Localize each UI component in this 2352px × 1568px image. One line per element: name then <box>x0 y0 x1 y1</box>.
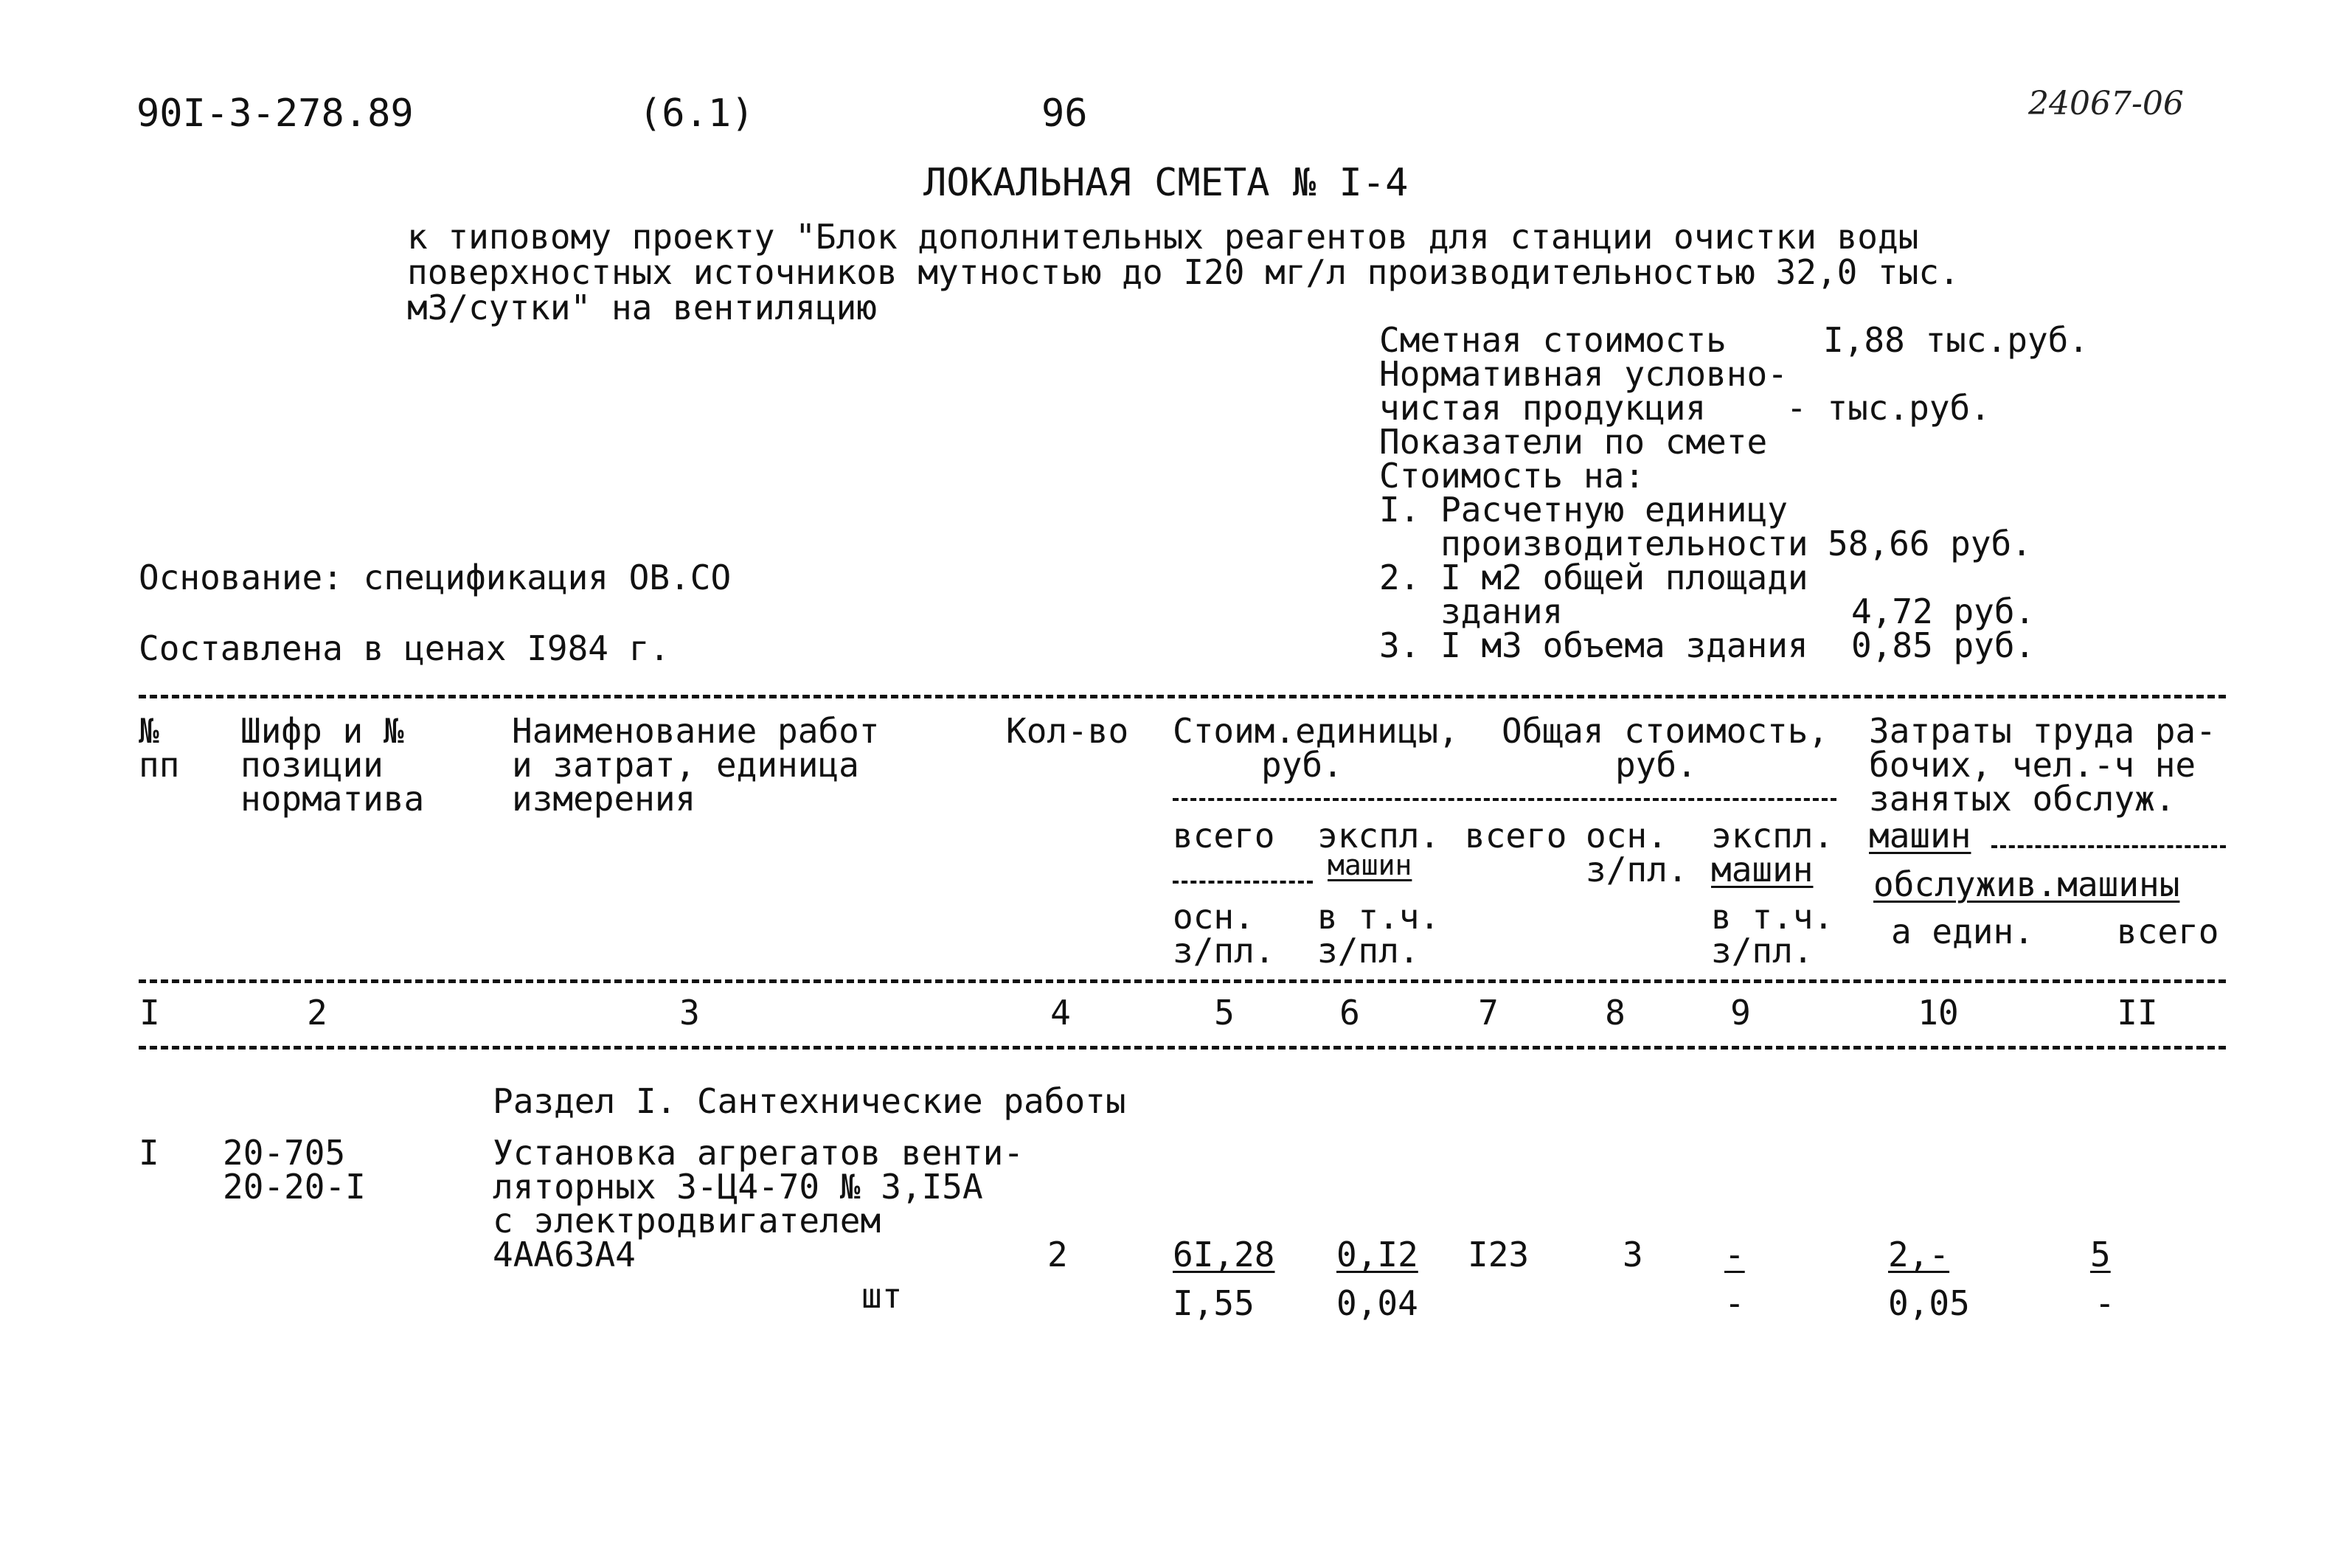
header-c8: осн. <box>1586 816 1668 856</box>
column-number: 3 <box>679 993 700 1033</box>
row-number: I <box>139 1133 159 1173</box>
header-c5-bottom: з/пл. <box>1173 931 1275 971</box>
column-number: 2 <box>307 993 327 1033</box>
column-number: 9 <box>1730 993 1751 1033</box>
subject-line-2: поверхностных источников мутностью до I20 мг/л производительностью 32,0 тыс. <box>407 252 1960 292</box>
header-total-cost: руб. <box>1615 745 1697 785</box>
header-c9-bottom: з/пл. <box>1711 931 1814 971</box>
subject-line-3: м3/сутки" на вентиляцию <box>407 288 877 327</box>
summary-label: Сметная стоимость <box>1379 320 1727 360</box>
row-name: 4АА63А4 <box>493 1235 636 1274</box>
header-c6-bottom: в т.ч. <box>1317 897 1440 937</box>
header-labor-service: обслужив.машины <box>1873 864 2180 904</box>
summary-value: 0,85 руб. <box>1851 625 2036 665</box>
summary-value: 4,72 руб. <box>1851 592 2036 631</box>
section-code: (6.1) <box>639 91 754 136</box>
header-subrule <box>1173 798 1836 801</box>
basis-line: Основание: спецификация ОВ.СО <box>139 558 732 597</box>
row-name: с электродвигателем <box>493 1201 881 1241</box>
summary-value: 58,66 руб. <box>1828 524 2032 563</box>
prices-line: Составлена в ценах I984 г. <box>139 628 670 668</box>
row-total: I23 <box>1468 1235 1530 1274</box>
row-name: Установка агрегатов венти- <box>493 1133 1024 1173</box>
header-c5-top: всего <box>1173 816 1275 856</box>
summary-label: Показатели по смете <box>1379 422 1768 462</box>
summary-label: 2. I м2 общей площади <box>1379 558 1808 597</box>
header-labor: Затраты труда ра- <box>1869 711 2216 751</box>
header-c9-bottom: в т.ч. <box>1711 897 1834 937</box>
section-title: Раздел I. Сантехнические работы <box>493 1081 1126 1121</box>
summary-value: I,88 тыс.руб. <box>1823 320 2089 360</box>
header-c6-bottom: з/пл. <box>1317 931 1420 971</box>
summary-label: чистая продукция <box>1379 388 1707 428</box>
column-number: 7 <box>1478 993 1499 1033</box>
row-unit-base-wage: I,55 <box>1173 1283 1255 1323</box>
header-code: норматива <box>240 779 425 819</box>
header-num: № <box>139 711 159 751</box>
archive-number: 24067-06 <box>2028 85 2184 122</box>
column-number: I <box>139 993 160 1033</box>
header-c7: всего <box>1465 816 1567 856</box>
header-c11: всего <box>2117 912 2219 951</box>
header-unit-cost: Стоим.единицы, <box>1173 711 1459 751</box>
doc-code: 90I-3-278.89 <box>136 91 414 136</box>
column-numbers-top-rule <box>139 979 2226 983</box>
column-number: 4 <box>1050 993 1071 1033</box>
header-c8: з/пл. <box>1586 850 1688 889</box>
column-number: 5 <box>1214 993 1235 1033</box>
header-c6-top: машин <box>1328 849 1412 881</box>
summary-label: производительности <box>1379 524 1808 563</box>
column-number: 10 <box>1918 993 1959 1033</box>
column-number: II <box>2117 993 2158 1033</box>
header-qty: Кол-во <box>1006 711 1129 751</box>
row-labor-total: 5 <box>2090 1235 2111 1274</box>
header-c6-top: экспл. <box>1317 816 1440 856</box>
column-number: 6 <box>1339 993 1360 1033</box>
page-number: 96 <box>1041 91 1088 136</box>
summary-value: - тыс.руб. <box>1786 388 1991 428</box>
row-unit-mach-wage: 0,04 <box>1336 1283 1418 1323</box>
header-code: позиции <box>240 745 384 785</box>
summary-label: I. Расчетную единицу <box>1379 490 1788 530</box>
table-top-rule <box>139 695 2226 698</box>
header-c10: а един. <box>1891 912 2034 951</box>
row-total-mach: - <box>1724 1235 1745 1274</box>
subject-line-1: к типовому проекту "Блок дополнительных реагентов для станции очистки воды <box>407 217 1919 257</box>
summary-label: Нормативная условно- <box>1379 354 1788 394</box>
summary-label: здания <box>1379 592 1564 631</box>
row-name: ляторных З-Ц4-70 № 3,I5А <box>493 1167 983 1207</box>
header-name: измерения <box>512 779 696 819</box>
row-total-mach-wage: - <box>1724 1283 1745 1323</box>
header-labor: бочих, чел.-ч не <box>1869 745 2196 785</box>
header-unit-cost: руб. <box>1261 745 1343 785</box>
row-unit-total: 6I,28 <box>1173 1235 1275 1274</box>
column-number: 8 <box>1605 993 1626 1033</box>
row-labor-total-mach: - <box>2095 1283 2115 1323</box>
header-num: пп <box>139 745 180 785</box>
header-c9-top: экспл. <box>1711 816 1834 856</box>
row-labor-unit: 2,- <box>1888 1235 1950 1274</box>
header-total-cost: Общая стоимость, <box>1502 711 1829 751</box>
row-code: 20-20-I <box>223 1167 366 1207</box>
summary-label: 3. I м3 объема здания <box>1379 625 1808 665</box>
row-labor-unit-mach: 0,05 <box>1888 1283 1970 1323</box>
header-code: Шифр и № <box>240 711 404 751</box>
document-title: ЛОКАЛЬНАЯ СМЕТА № I-4 <box>923 161 1409 205</box>
row-qty: 2 <box>1047 1235 1068 1274</box>
header-labor-machines: машин <box>1869 816 1971 856</box>
header-name: Наименование работ <box>512 711 880 751</box>
row-unit-mach: 0,I2 <box>1336 1235 1418 1274</box>
header-labor: занятых обслуж. <box>1869 779 2176 819</box>
header-name: и затрат, единица <box>512 745 859 785</box>
column-numbers-bottom-rule <box>139 1046 2226 1050</box>
row-unit: шт <box>861 1276 903 1316</box>
row-code: 20-705 <box>223 1133 346 1173</box>
row-total-base: 3 <box>1623 1235 1643 1274</box>
summary-label: Стоимость на: <box>1379 456 1645 496</box>
header-c5-rule <box>1173 881 1313 884</box>
header-c5-bottom: осн. <box>1173 897 1255 937</box>
header-labor-rule <box>1991 845 2226 848</box>
header-c9-top: машин <box>1711 850 1814 889</box>
